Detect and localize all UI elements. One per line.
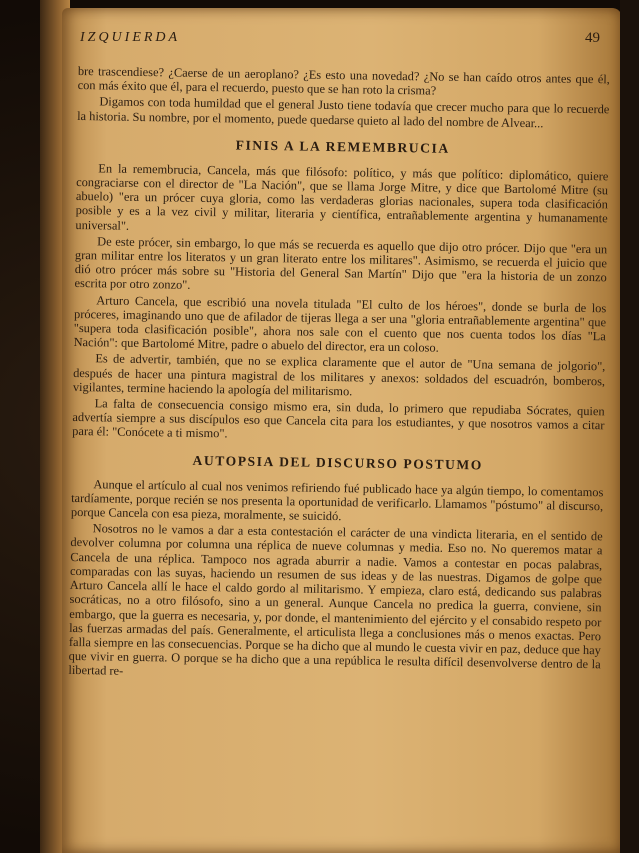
page-body (66, 64, 610, 852)
section-heading: FINIS A LA REMEMBRUCIA (235, 137, 450, 156)
paragraph: La falta de consecuencia consigo mismo era, sin duda, lo primero que repudiaba Sócrates, quien advertía siempre a sus discípulos eso que Cancela cita para los estudiantes, y que nosotros vamos a citar para él: "Conócete a ti mismo". (72, 396, 605, 441)
page-number: 49 (585, 30, 600, 46)
paragraph: En la remembrucia, Cancela, más que filósofo: político, y más que político: diplomático, quiere congraciarse con el director de "La Nación", que se llama Jorge Mitre, y dice que Bartolomé Mitre (su abuelo) "era un prócer cuya gloria, como las verdaderas glorias nacionales, supera toda clasificación posible y es a la vez civil y militar, literaria y científica, entrañablemente argentina y humanamente universal". (75, 161, 609, 233)
paragraph: Nosotros no le vamos a dar a esta contestación el carácter de una vindicta literaria, en el sentido de devolver columna por columna una réplica de nueve columnas y media. Eso no. No queremos matar a Cancela de una réplica. Tampoco nos agrada aburrir a nadie. Vamos a contestar en pocas palabras, comparadas con las suyas, haciendo un resumen de sus ideas y de las nuestras. Digamos de golpe que Arturo Cancela allí le hace el caldo gordo al militarismo. Y empieza, claro está, dedicando sus palabras socráticas, no a otro filósofo, sino a un general. Aunque Cancela no predica la guerra, conviene, sin embargo, que la guerra es necesaria, y, por donde, el mantenimiento del ejército y el consabido respeto por las fuerzas armadas del país. Generalmente, el articulista llega a conclusiones más o menos exactas. Pero falla siempre en las consecuencias. Porque se ha dicho que al mundo le cuesta vivir en paz, deduce que hay que vivir en guerra. O porque se ha dicho que a una república le resulta difícil desenvolverse dentro de la libertad re- (68, 521, 603, 679)
running-head: IZQUIERDA (80, 30, 181, 45)
paragraph: Arturo Cancela, que escribió una novela titulada "El culto de los héroes", donde se burla de los próceres, imaginando uno que de afilador de tijeras llega a ser una "gloria entrañablemente argentina" que "supera toda clasificación posible", ahora nos sale con el cuento que nos cuenta todos los días "La Nación": que Bartolomé Mitre, padre o abuelo del director, era un coloso. (73, 292, 607, 355)
right-shadow (620, 0, 639, 853)
paragraph: Aunque el artículo al cual nos venimos refiriendo fué publicado hace ya algún tiempo, lo comentamos tardíamente, porque recién se nos presenta la oportunidad de verificarlo. Llamamos "póstumo" al discurso, porque Cancela con esa pieza, moralmente, se suicidó. (70, 476, 604, 524)
paragraph: De este prócer, sin embargo, lo que más se recuerda es aquello que dijo otro prócer. Dijo que "era un gran militar entre los literatos y un gran literato entre los militares". Asimismo, se recuerda el juicio que dió otro prócer más sobre su "Historia del General San Martín" Dijo que "era la historia de un zonzo escrita por otro zonzo". (74, 234, 608, 293)
section-heading: AUTOPSIA DEL DISCURSO POSTUMO (192, 452, 484, 473)
paragraph: bre trascendiese? ¿Caerse de un aeroplano? ¿Es esto una novedad? ¿No se han caído otros antes que él, con más éxito que él, para el recuerdo, puesto que se han roto la crisma? (77, 64, 610, 98)
paragraph: Digamos con toda humildad que el general Justo tiene todavía que crecer mucho para que lo recuerde la historia. Su nombre, por el momento, puede quedarse quieto al lado del nombre de Alvear... (77, 94, 610, 130)
paragraph: Es de advertir, también, que no se explica claramente que el autor de "Una semana de jolgorio", después de hacer una pintura magistral de los militares y anexos: soldados del escuadrón, bomberos, vigilantes, termine haciendo la apología del militarismo. (72, 351, 606, 399)
page-header (80, 30, 600, 54)
